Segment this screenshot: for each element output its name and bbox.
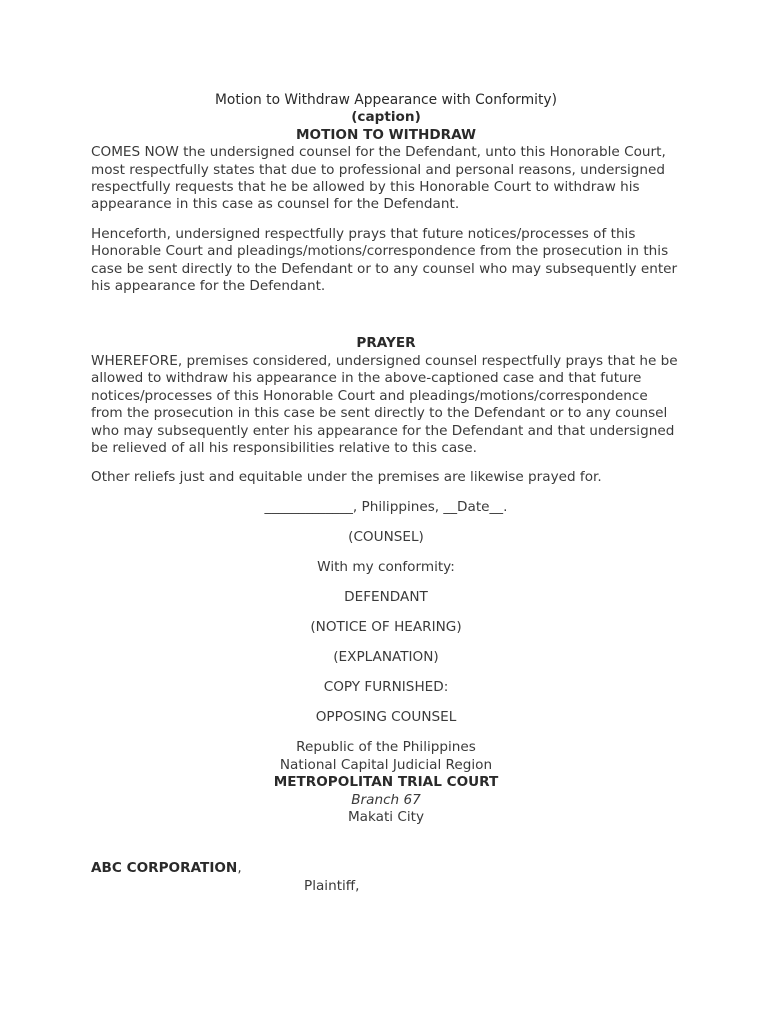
party-name: ABC CORPORATION (91, 860, 238, 877)
document-page (91, 92, 681, 895)
city-line: Makati City (347, 808, 425, 825)
notice-of-hearing: (NOTICE OF HEARING) (310, 619, 462, 636)
conformity-line: With my conformity: (317, 559, 455, 576)
party-line (91, 860, 681, 877)
document-title: Motion to Withdraw Appearance with Conformity) (215, 92, 557, 108)
paragraph-henceforth: Henceforth, undersigned respectfully prays that future notices/processes of this Honorable Court and pleadings/motions/correspondence from the prosecution in this case be sent directly to the Defendant or to any counsel who may subsequently enter his appearance for the Defendant. (91, 225, 678, 295)
place-date-line: _____________, Philippines, __Date__. (264, 499, 508, 516)
explanation-label: (EXPLANATION) (333, 649, 439, 666)
court-header (91, 739, 681, 826)
caption-label: (caption) (351, 109, 421, 126)
region-line: National Capital Judicial Region (279, 756, 493, 773)
party-comma: , (237, 860, 242, 877)
paragraph-comes-now: COMES NOW the undersigned counsel for the Defendant, unto this Honorable Court, most respectfully states that due to professional and personal reasons, undersigned respectfully requests that he be allowed by this Honorable Court to withdraw his appearance in this case as counsel for the Defendant. (91, 144, 666, 213)
motion-heading: MOTION TO WITHDRAW (296, 126, 476, 143)
plaintiff-label: Plaintiff, (304, 877, 360, 894)
paragraph-other-reliefs: Other reliefs just and equitable under the premises are likewise prayed for. (91, 469, 602, 486)
branch-line: Branch 67 (351, 791, 421, 808)
court-name: METROPOLITAN TRIAL COURT (273, 774, 499, 791)
copy-furnished-label: COPY FURNISHED: (323, 679, 449, 696)
paragraph-wherefore: WHEREFORE, premises considered, undersigned counsel respectfully prays that he be allowed to withdraw his appearance in the above-captioned case and that future notices/processes of this Honorable Court and pleadings/motions/correspondence from the prosecution in this case be sent directly to the Defendant or to any counsel who may subsequently enter his appearance for the Defendant and that undersigned be relieved of all his responsibilities relative to this case. (91, 352, 678, 456)
republic-line: Republic of the Philippines (296, 739, 476, 756)
opposing-counsel-label: OPPOSING COUNSEL (315, 709, 457, 726)
defendant-signature: DEFENDANT (344, 589, 428, 606)
prayer-heading: PRAYER (356, 335, 416, 352)
counsel-signature: (COUNSEL) (348, 529, 424, 546)
